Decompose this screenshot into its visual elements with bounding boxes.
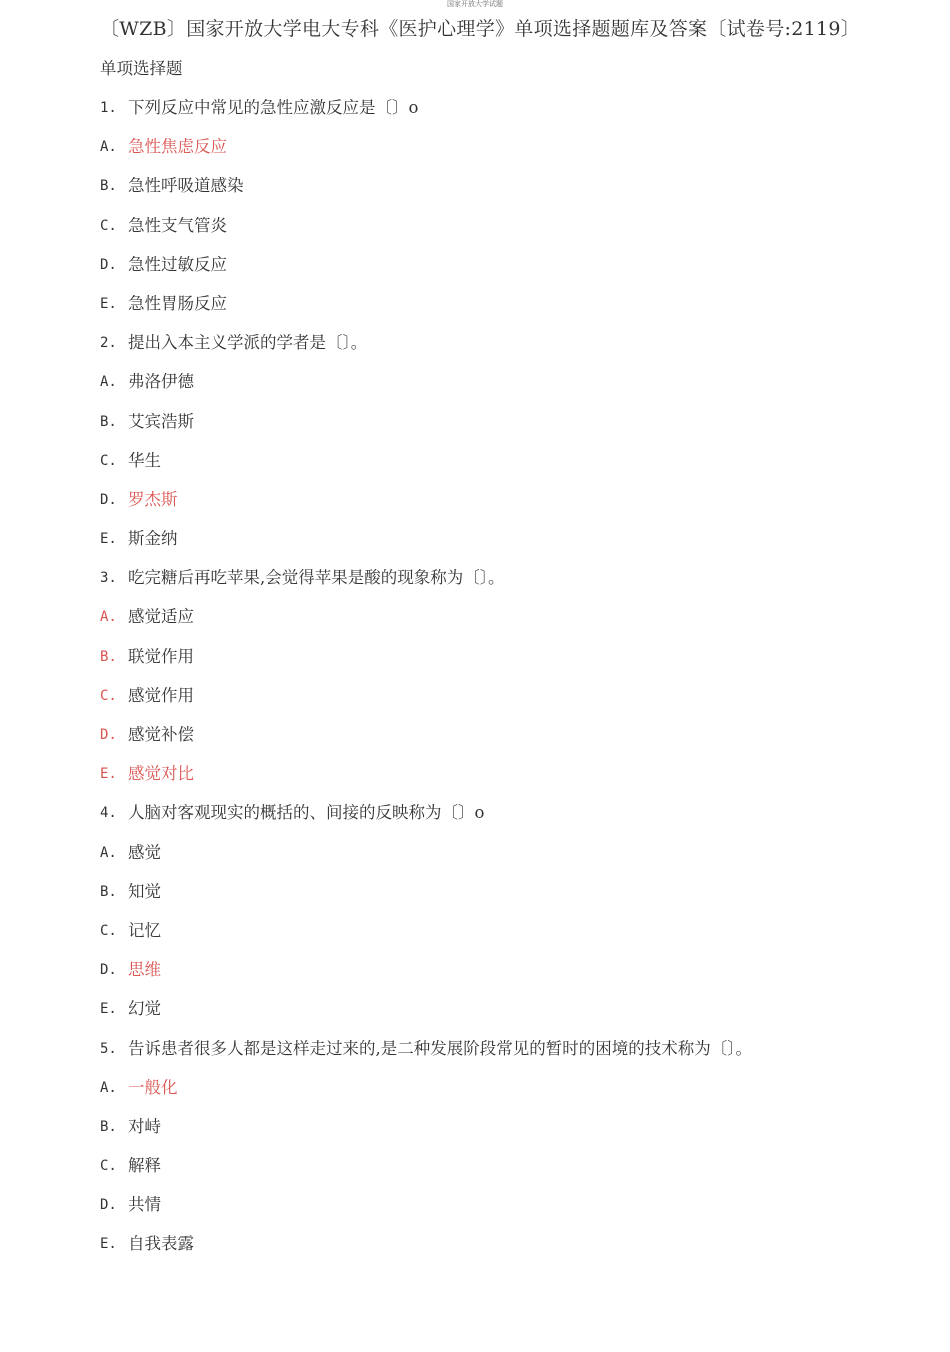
- option-row: [100, 997, 920, 1036]
- section-heading: 单项选择题: [100, 59, 183, 78]
- option-text: 急性支气管炎: [128, 215, 227, 235]
- option-row: [100, 527, 920, 566]
- running-head: 国家开放大学试题: [447, 0, 503, 8]
- option-text: 斯金纳: [128, 529, 178, 549]
- option-text: 急性过敏反应: [128, 254, 227, 274]
- option-text: 急性呼吸道感染: [128, 176, 244, 196]
- option-label: A.: [100, 844, 117, 861]
- option-row: [100, 1115, 920, 1154]
- question-number: 5.: [100, 1040, 117, 1057]
- question-stem: [100, 801, 920, 840]
- option-text: 知觉: [128, 881, 161, 901]
- option-row: [100, 174, 920, 213]
- question-text: 告诉患者很多人都是这样走过来的,是二种发展阶段常见的暂时的困境的技术称为〔〕。: [128, 1038, 752, 1058]
- option-row: [100, 214, 920, 253]
- option-text: 对峙: [128, 1116, 161, 1136]
- option-row: [100, 841, 920, 880]
- option-label: D.: [100, 491, 117, 508]
- answer-option-text: 思维: [128, 960, 161, 980]
- document-title: 〔WZB〕国家开放大学电大专科《医护心理学》单项选择题题库及答案〔试卷号:2119〕: [100, 18, 861, 40]
- option-row: [100, 1232, 920, 1271]
- option-row: [100, 410, 920, 449]
- option-label: C.: [100, 452, 117, 469]
- option-label: E.: [100, 1236, 117, 1253]
- question-stem: [100, 331, 920, 370]
- option-text: 记忆: [128, 920, 161, 940]
- option-label: E.: [100, 295, 117, 312]
- question-number: 4.: [100, 805, 117, 822]
- option-label: B.: [100, 648, 117, 665]
- option-row: [100, 1076, 920, 1115]
- option-row: [100, 370, 920, 409]
- option-text: 感觉作用: [128, 685, 194, 705]
- answer-option-text: 罗杰斯: [128, 489, 178, 509]
- question-stem: [100, 1037, 920, 1076]
- question-number: 1.: [100, 100, 117, 116]
- question-text: 人脑对客观现实的概括的、间接的反映称为〔〕o: [128, 803, 485, 823]
- option-label: A.: [100, 374, 117, 391]
- option-row: [100, 605, 920, 644]
- option-label: A.: [100, 1079, 117, 1096]
- option-label: B.: [100, 413, 117, 430]
- answer-option-text: 一般化: [128, 1077, 178, 1097]
- option-row: [100, 645, 920, 684]
- answer-option-text: 急性焦虑反应: [128, 137, 227, 157]
- option-label: D.: [100, 727, 117, 743]
- question-number: 3.: [100, 570, 117, 587]
- option-row: [100, 723, 920, 762]
- option-label: C.: [100, 217, 117, 234]
- option-label: E.: [100, 766, 117, 783]
- option-label: C.: [100, 1158, 117, 1175]
- question-stem: [100, 566, 920, 605]
- option-text: 感觉适应: [128, 607, 194, 627]
- option-row: [100, 762, 920, 801]
- question-text: 吃完糖后再吃苹果,会觉得苹果是酸的现象称为〔〕。: [128, 568, 505, 588]
- question-text: 下列反应中常见的急性应激反应是〔〕o: [128, 98, 419, 117]
- option-label: A.: [100, 139, 117, 156]
- option-text: 艾宾浩斯: [128, 411, 194, 431]
- option-text: 感觉补偿: [128, 725, 194, 744]
- option-text: 感觉: [128, 842, 161, 862]
- option-row: [100, 488, 920, 527]
- question-text: 提出入本主义学派的学者是〔〕。: [128, 333, 368, 353]
- option-label: B.: [100, 1118, 117, 1135]
- option-label: E.: [100, 531, 117, 548]
- option-label: B.: [100, 883, 117, 900]
- option-row: [100, 449, 920, 488]
- option-text: 弗洛伊德: [128, 372, 194, 392]
- option-row: [100, 1154, 920, 1193]
- question-stem: [100, 96, 920, 135]
- option-label: D.: [100, 1197, 117, 1214]
- option-label: C.: [100, 922, 117, 939]
- option-label: B.: [100, 178, 117, 195]
- option-text: 联觉作用: [128, 646, 194, 666]
- option-text: 华生: [128, 450, 161, 470]
- option-row: [100, 292, 920, 331]
- option-text: 急性胃肠反应: [128, 293, 227, 313]
- option-label: D.: [100, 962, 117, 979]
- option-row: [100, 880, 920, 919]
- option-label: E.: [100, 1001, 117, 1018]
- option-text: 共情: [128, 1195, 161, 1215]
- option-text: 自我表露: [128, 1234, 194, 1254]
- option-label: D.: [100, 256, 117, 273]
- option-text: 幻觉: [128, 999, 161, 1019]
- option-row: [100, 958, 920, 997]
- option-row: [100, 1193, 920, 1232]
- option-row: [100, 135, 920, 174]
- option-label: A.: [100, 609, 117, 626]
- option-row: [100, 919, 920, 958]
- option-row: [100, 684, 920, 723]
- option-label: C.: [100, 687, 117, 704]
- option-text: 解释: [128, 1156, 161, 1176]
- question-number: 2.: [100, 335, 117, 352]
- answer-option-text: 感觉对比: [128, 764, 194, 784]
- question-list: [100, 96, 920, 1272]
- option-row: [100, 253, 920, 292]
